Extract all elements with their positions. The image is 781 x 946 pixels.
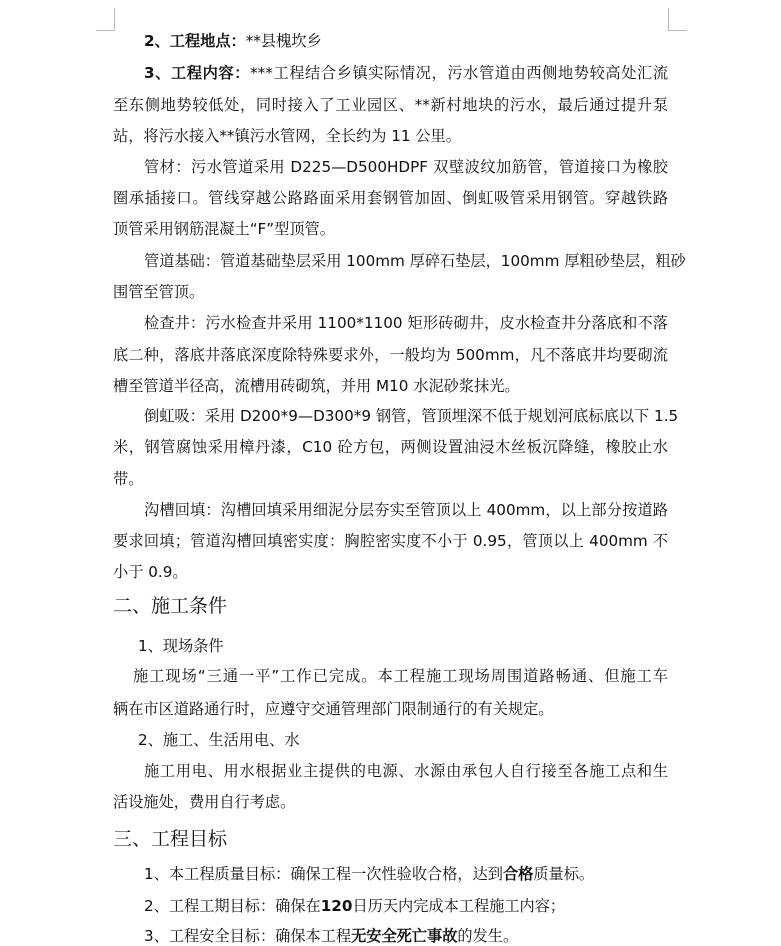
manhole-line1: 检查井：污水检查井采用 1100*1100 矩形砖砌井，皮水检查井分落底和不落 xyxy=(144,314,668,332)
section2-heading: 二、施工条件 xyxy=(113,595,228,617)
material-line3: 顶管采用钢筋混凝土“F”型顶管。 xyxy=(113,220,335,238)
foundation-line1: 管道基础：管道基础垫层采用 100mm 厚碎石垫层，100mm 厚粗砂垫层，粗砂 xyxy=(144,252,686,270)
section2-sub1-line2: 辆在市区道路通行时，应遵守交通管理部门限制通行的有关规定。 xyxy=(113,700,554,718)
manhole-line2: 底二种，落底井落底深度除特殊要求外，一般均为 500mm，凡不落底井均要砌流 xyxy=(113,346,668,364)
section2-sub2-line2: 活设施处，费用自行考虑。 xyxy=(113,793,296,811)
section2-sub1: 1、现场条件 xyxy=(138,637,224,655)
backfill-line2: 要求回填；管道沟槽回填密实度：胸腔密实度不小于 0.95，管顶以上 400mm 不 xyxy=(113,532,668,550)
goal2-line: 2、工程工期目标：确保在120日历天内完成本工程施工内容； xyxy=(144,897,566,915)
crop-mark-top-right xyxy=(668,8,687,31)
manhole-line3: 槽至管道半径高，流槽用砖砌筑，并用 M10 水泥砂浆抹光。 xyxy=(113,377,520,395)
goal1-line: 1、本工程质量目标：确保工程一次性验收合格，达到合格质量标。 xyxy=(144,865,595,883)
item3-line3: 站，将污水接入**镇污水管网，全长约为 11 公里。 xyxy=(113,127,461,145)
siphon-line3: 带。 xyxy=(113,470,144,488)
item3-line1: 3、工程内容：***工程结合乡镇实际情况，污水管道由西侧地势较高处汇流 xyxy=(144,64,669,82)
material-line2: 圈承插接口。管线穿越公路路面采用套钢管加固、倒虹吸管采用钢管。穿越铁路 xyxy=(113,189,668,207)
section2-sub1-line1: 施工现场“三通一平”工作已完成。本工程施工现场周围道路畅通、但施工车 xyxy=(133,667,668,685)
item2-line: 2、工程地点：**县槐坎乡 xyxy=(144,32,322,50)
item3-line2: 至东侧地势较低处，同时接入了工业园区、**新村地块的污水，最后通过提升泵 xyxy=(113,96,668,114)
section2-sub2-line1: 施工用电、用水根据业主提供的电源、水源由承包人自行接至各施工点和生 xyxy=(144,762,668,780)
foundation-line2: 围管至管顶。 xyxy=(113,283,205,301)
goal3-line: 3、工程安全目标：确保本工程无安全死亡事故的发生。 xyxy=(144,927,519,945)
siphon-line1: 倒虹吸：采用 D200*9—D300*9 钢管，管顶埋深不低于规划河底标底以下 1.5 xyxy=(144,407,679,425)
siphon-line2: 米，钢管腐蚀采用樟丹漆，C10 砼方包，两侧设置油浸木丝板沉降缝，橡胶止水 xyxy=(113,438,668,456)
backfill-line1: 沟槽回填：沟槽回填采用细泥分层夯实至管顶以上 400mm，以上部分按道路 xyxy=(144,501,668,519)
section2-sub2: 2、施工、生活用电、水 xyxy=(138,731,300,749)
material-line1: 管材：污水管道采用 D225—D500HDPF 双壁波纹加筋管，管道接口为橡胶 xyxy=(144,158,668,176)
section3-heading: 三、工程目标 xyxy=(113,828,228,850)
backfill-line3: 小于 0.9。 xyxy=(113,563,188,581)
crop-mark-top-left xyxy=(96,8,115,31)
